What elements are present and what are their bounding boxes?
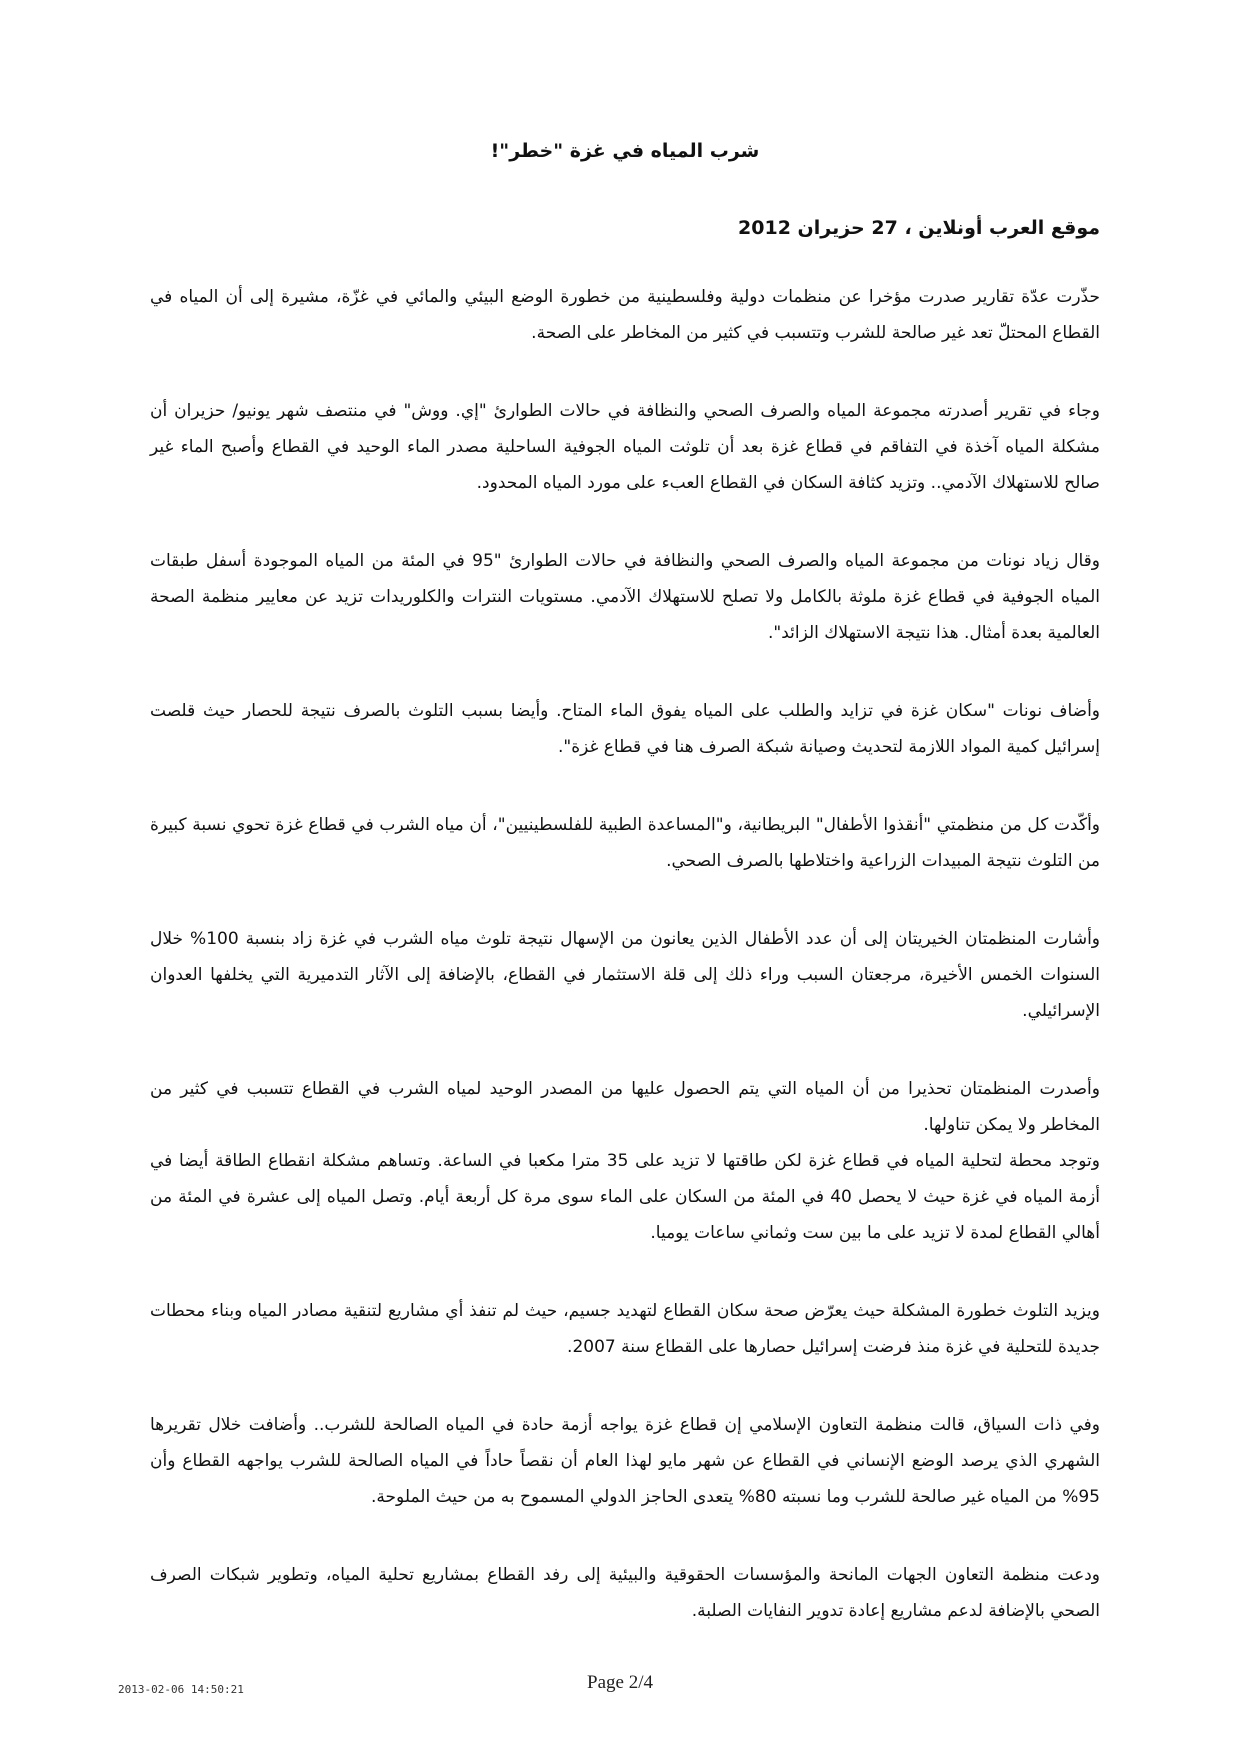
paragraph: وأشارت المنظمتان الخيريتان إلى أن عدد الأطفال الذين يعانون من الإسهال نتيجة تلوث مياه الشرب في غزة زاد بنسبة 100% خلال السنوات الخمس الأخيرة، مرجعتان السبب وراء ذلك إلى قلة الاستثمار في القطاع، بالإضافة إلى الآثار التدميرية التي يخلفها العدوان الإسرائيلي. bbox=[150, 929, 1100, 1021]
paragraph: وأضاف نونات "سكان غزة في تزايد والطلب على المياه يفوق الماء المتاح. وأيضا بسبب التلوث بالصرف نتيجة للحصار حيث قلصت إسرائيل كمية المواد اللازمة لتحديث وصيانة شبكة الصرف هنا في قطاع غزة". bbox=[150, 701, 1100, 757]
paragraph: وقال زياد نونات من مجموعة المياه والصرف الصحي والنظافة في حالات الطوارئ "95 في المئة من المياه الموجودة أسفل طبقات المياه الجوفية في قطاع غزة ملوثة بالكامل ولا تصلح للاستهلاك الآدمي. مستويات النترات والكلوريدات تزيد عن معايير منظمة الصحة العالمية بعدة أمثال. هذا نتيجة الاستهلاك الزائد". bbox=[150, 551, 1100, 643]
paragraph: وفي ذات السياق، قالت منظمة التعاون الإسلامي إن قطاع غزة يواجه أزمة حادة في المياه الصالحة للشرب.. وأضافت خلال تقريرها الشهري الذي يرصد الوضع الإنساني في القطاع عن شهر مايو لهذا العام أن نقصاً حاداً في المياه الصالحة للشرب يواجهه القطاع وأن 95% من المياه غير صالحة للشرب وما نسبته 80% يتعدى الحاجز الدولي المسموح به من حيث الملوحة. bbox=[150, 1415, 1100, 1507]
paragraph: حذّرت عدّة تقارير صدرت مؤخرا عن منظمات دولية وفلسطينية من خطورة الوضع البيئي والمائي في غزّة، مشيرة إلى أن المياه في القطاع المحتلّ تعد غير صالحة للشرب وتتسبب في كثير من المخاطر على الصحة. bbox=[150, 287, 1100, 343]
footer-timestamp: 2013-02-06 14:50:21 bbox=[118, 1683, 244, 1696]
paragraph: وأكّدت كل من منظمتي "أنقذوا الأطفال" البريطانية، و"المساعدة الطبية للفلسطينيين"، أن مياه الشرب في قطاع غزة تحوي نسبة كبيرة من التلوث نتيجة المبيدات الزراعية واختلاطها بالصرف الصحي. bbox=[150, 815, 1100, 871]
paragraph: وجاء في تقرير أصدرته مجموعة المياه والصرف الصحي والنظافة في حالات الطوارئ "إي. ووش" في منتصف شهر يونيو/ حزيران أن مشكلة المياه آخذة في التفاقم في قطاع غزة بعد أن تلوثت المياه الجوفية الساحلية مصدر الماء الوحيد في القطاع وأصبح الماء غير صالح للاستهلاك الآدمي.. وتزيد كثافة السكان في القطاع العبء على مورد المياه المحدود. bbox=[150, 401, 1100, 493]
paragraph: ودعت منظمة التعاون الجهات المانحة والمؤسسات الحقوقية والبيئية إلى رفد القطاع بمشاريع تحلية المياه، وتطوير شبكات الصرف الصحي بالإضافة لدعم مشاريع إعادة تدوير النفايات الصلبة. bbox=[150, 1565, 1100, 1621]
article-source-date: موقع العرب أونلاين ، 27 حزيران 2012 bbox=[738, 217, 1100, 239]
article-body bbox=[150, 140, 1100, 1671]
article-title: شرب المياه في غزة "خطر"! bbox=[490, 140, 760, 162]
paragraph: وتوجد محطة لتحلية المياه في قطاع غزة لكن طاقتها لا تزيد على 35 مترا مكعبا في الساعة. وتساهم مشكلة انقطاع الطاقة أيضا في أزمة المياه في غزة حيث لا يحصل 40 في المئة من السكان على الماء سوى مرة كل أربعة أيام. وتصل المياه إلى عشرة في المئة من أهالي القطاع لمدة لا تزيد على ما بين ست وثماني ساعات يوميا. bbox=[150, 1151, 1101, 1243]
page-number: Page 2/4 bbox=[587, 1672, 653, 1693]
paragraph: ويزيد التلوث خطورة المشكلة حيث يعرّض صحة سكان القطاع لتهديد جسيم، حيث لم تنفذ أي مشاريع لتنقية مصادر المياه وبناء محطات جديدة للتحلية في غزة منذ فرضت إسرائيل حصارها على القطاع سنة 2007. bbox=[150, 1301, 1100, 1357]
paragraph: وأصدرت المنظمتان تحذيرا من أن المياه التي يتم الحصول عليها من المصدر الوحيد لمياه الشرب في القطاع تتسبب في كثير من المخاطر ولا يمكن تناولها. bbox=[150, 1079, 1100, 1135]
